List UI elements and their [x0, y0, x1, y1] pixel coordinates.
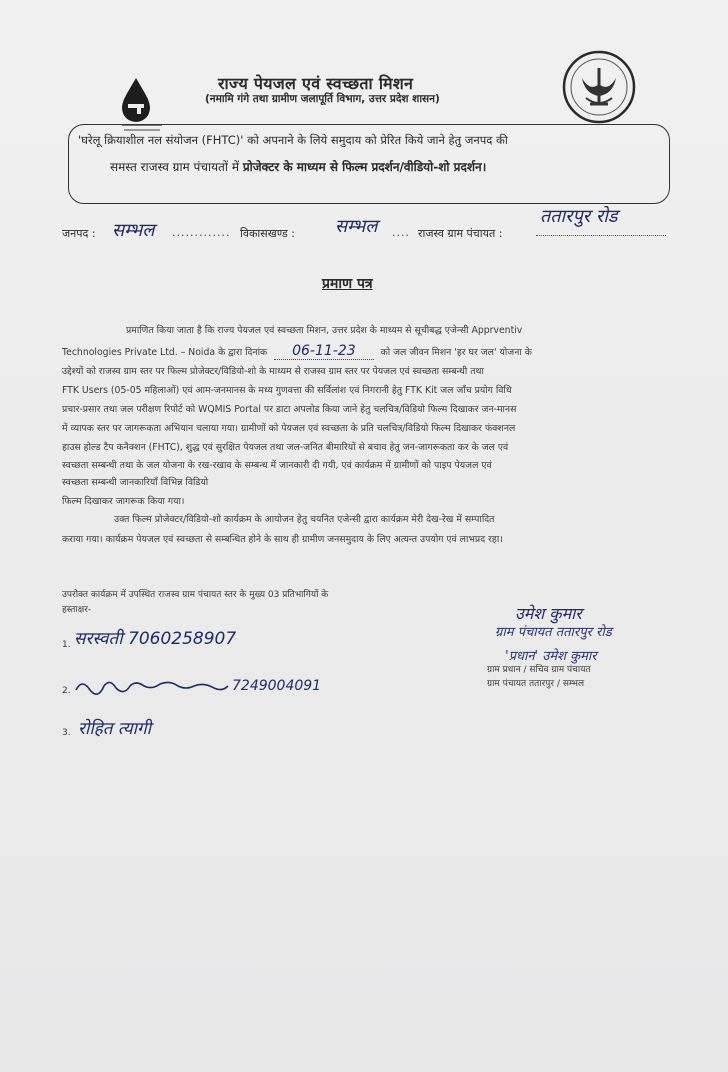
panchayat-value: ततारपुर रोड — [540, 206, 618, 227]
stamp-line-2: 'प्रधान' उमेश कुमार — [505, 649, 597, 664]
body-line-2 — [62, 343, 532, 359]
panchayat-label: राजस्व ग्राम पंचायत : — [418, 227, 503, 240]
body-line-6: में व्यापक स्तर पर जागरूकता अभियान चलाया गया। ग्रामीणों को पेयजल एवं स्वच्छता के प्रति चलचित्र/विडियो फिल्म दिखाकर फंक्शनल — [62, 423, 516, 434]
participant-1-number: 1. — [62, 640, 71, 650]
body-line-9: स्वच्छता सम्बन्धी जानकारियाँ विभिन्न विडियो — [62, 477, 209, 488]
district-dots: ............. — [172, 226, 231, 239]
body-line-8: स्वच्छता सम्बन्धी तथा के जल योजना के रख-रखाव के सम्बन्ध में जानकारी दी गयी, एवं कार्यक्रम में ग्रामीणों को पाइप पेयजल एवं — [62, 460, 492, 471]
block-dots: .... — [392, 226, 410, 239]
signatory-office: ग्राम पंचायत ततारपुर / सम्भल — [487, 679, 585, 689]
body-line-12: कराया गया। कार्यक्रम पेयजल एवं स्वच्छता से सम्बन्धित होने के साथ ही ग्रामीण जनसमुदाय के लिए अत्यन्त उपयोग एवं लाभप्रद रहा। — [62, 534, 503, 545]
signatory-designation: ग्राम प्रधान / सचिव ग्राम पंचायत — [487, 665, 591, 675]
up-government-emblem-icon — [560, 48, 638, 126]
body-line-7: हाउस होल्ड टैप कनैक्शन (FHTC), शुद्ध एवं सुरक्षित पेयजल तथा जल-जनित बीमारियों से बचाव हेतु जन-जागरूकता कर के जल एवं — [62, 442, 509, 453]
district-label: जनपद : — [62, 227, 96, 240]
body-line-2-prefix: Technologies Private Ltd. – Noida के द्वारा दिनांक — [62, 347, 268, 358]
stamp-line-1: ग्राम पंचायत ततारपुर रोड — [495, 625, 612, 640]
participants-intro-1: उपरोक्त कार्यक्रम में उपस्थित राजस्व ग्राम पंचायत स्तर के मुख्य 03 प्रतिभागियों के — [62, 590, 329, 600]
body-line-5: प्रचार-प्रसार तथा जल परीक्षण रिपोर्ट को WQMIS Portal पर डाटा अपलोड किया जाने हेतु चलचित्र/विडियो फिल्म दिखाकर जन-मानस — [62, 404, 517, 415]
body-line-11: उक्त फिल्म प्रोजेक्टर/विडियो-शो कार्यक्रम के आयोजन हेतु चयनित एजेन्सी द्वारा कार्यक्रम मेरी देख-रेख में सम्पादित — [114, 514, 495, 525]
banner-line-2-prefix: समस्त राजस्व ग्राम पंचायतों में — [110, 160, 243, 174]
banner-line-2-bold: प्रोजेक्टर के माध्यम से फिल्म प्रदर्शन/वीडियो-शो प्रदर्शन। — [242, 160, 487, 174]
participant-1-signature: सरस्वती 7060258907 — [74, 629, 237, 649]
block-value: सम्भल — [335, 216, 378, 237]
mission-subtitle: (नमामि गंगे तथा ग्रामीण जलापूर्ति विभाग, उत्तर प्रदेश शासन) — [205, 93, 440, 105]
block-label: विकासखण्ड : — [240, 227, 296, 240]
body-line-4: FTK Users (05-05 महिलाओं) एवं आम-जनमानस के मध्य गुणवत्ता की सर्विलांश एवं निगरानी हेतु FTK Kit जल जाँच प्रयोग विधि — [62, 385, 512, 396]
participant-2-signature-scribble — [72, 676, 232, 704]
banner-line-2 — [110, 158, 486, 175]
participant-2-phone: 7249004091 — [232, 678, 322, 694]
body-line-2-suffix: को जल जीवन मिशन 'हर घर जल' योजना के — [380, 347, 532, 358]
participants-intro-2: हस्ताक्षर- — [62, 605, 92, 615]
participant-3-signature: रोहित त्यागी — [78, 719, 152, 739]
banner-line-1: 'घरेलू क्रियाशील नल संयोजन (FHTC)' को अपनाने के लिये समुदाय को प्रेरित किये जाने हेतु जनपद की — [78, 133, 508, 147]
panchayat-underline — [536, 235, 666, 237]
mission-title: राज्य पेयजल एवं स्वच्छता मिशन — [218, 74, 414, 93]
district-value: सम्भल — [112, 220, 155, 241]
body-line-3: उद्देश्यों को राजस्व ग्राम स्तर पर फिल्म प्रोजेक्टर/विडियो-शो के माध्यम से राजस्व ग्राम स्तर पर पेयजल एवं स्वच्छता सम्बन्धी तथा — [62, 366, 484, 377]
certificate-heading: प्रमाण पत्र — [322, 276, 373, 292]
body-line-10: फिल्म दिखाकर जागरूक किया गया। — [62, 496, 185, 507]
program-date: 06-11-23 — [274, 343, 374, 360]
pradhan-signature: उमेश कुमार — [515, 604, 582, 623]
body-line-1: प्रमाणित किया जाता है कि राज्य पेयजल एवं स्वच्छता मिशन, उत्तर प्रदेश के माध्यम से सूचीबद्ध एजेन्सी Apprventiv — [126, 325, 523, 336]
participant-3-number: 3. — [62, 728, 71, 738]
participant-2-number: 2. — [62, 686, 71, 696]
